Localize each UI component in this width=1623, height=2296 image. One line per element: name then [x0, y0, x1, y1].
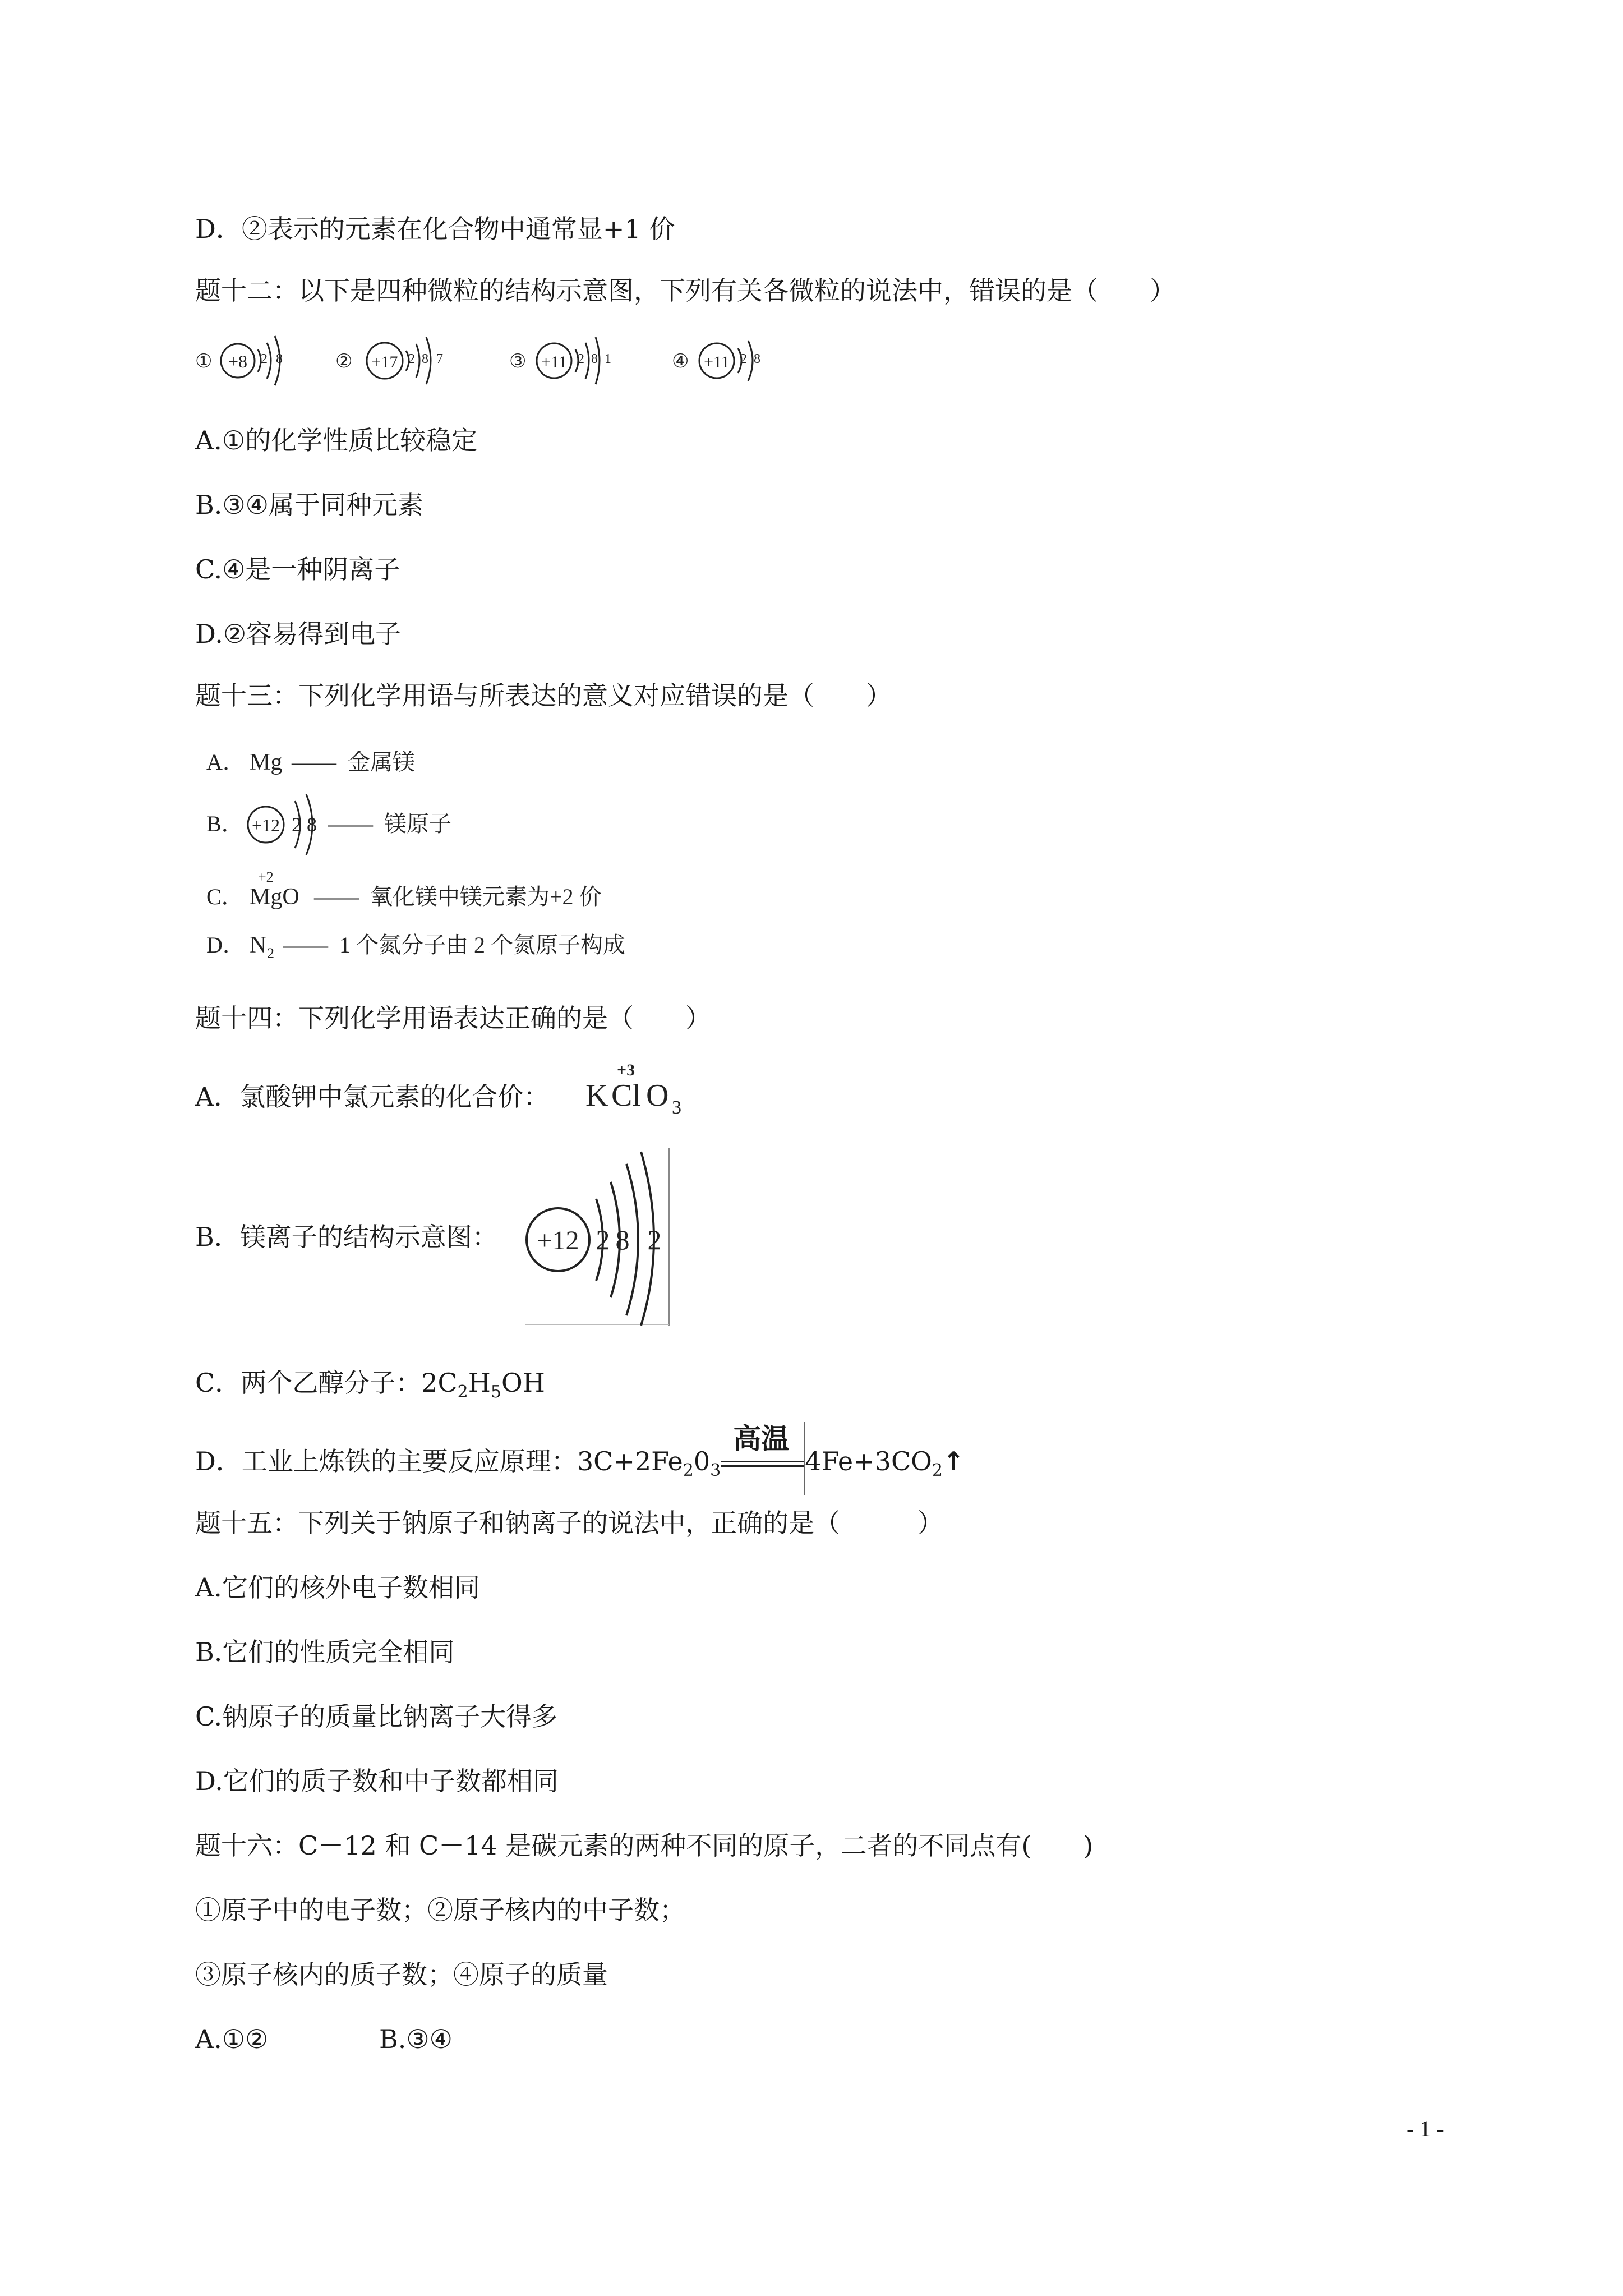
- q13-d-label: D．: [206, 932, 245, 958]
- q14-option-c: [195, 1366, 545, 1409]
- q13-b-label: B．: [206, 811, 244, 836]
- q14c-h: H: [468, 1368, 491, 1398]
- question-12: 题十二：以下是四种微粒的结构示意图，下列有关各微粒的说法中，错误的是（ ）: [195, 275, 1175, 306]
- q14d-sub-3: 2: [932, 1461, 943, 1480]
- q14-mg-ion-nucleus: +12: [537, 1226, 579, 1255]
- q14-formula-k: K: [585, 1078, 608, 1113]
- q13-a-text: 金属镁: [348, 749, 415, 775]
- q14d-equal-top: [721, 1461, 805, 1462]
- q14-option-a: A．氯酸钾中氯元素的化合价：: [195, 1082, 550, 1112]
- particle-3-shell-3: 1: [605, 352, 611, 366]
- q14d-gas-arrow: ↑: [942, 1446, 965, 1476]
- q13-c-superscript: +2: [258, 869, 274, 885]
- q15-option-c: C.钠原子的质量比钠离子大得多: [195, 1701, 558, 1732]
- q12-particle-diagrams: [195, 323, 773, 401]
- particle-3-diagram: [509, 337, 611, 384]
- q14d-zero: 0: [693, 1446, 711, 1476]
- q12-option-d: D.②容易得到电子: [195, 619, 402, 649]
- q14d-condition-arrow: [721, 1423, 805, 1478]
- particle-4-shell-1: 2: [740, 352, 747, 366]
- q14-formula-cl: Cl: [611, 1078, 641, 1113]
- question-15: 题十五：下列关于钠原子和钠离子的说法中，正确的是（ ）: [195, 1508, 943, 1538]
- question-14: 题十四：下列化学用语表达正确的是（ ）: [195, 1003, 711, 1033]
- particle-2-shell-2: 8: [422, 352, 428, 366]
- q14c-sub-2: 5: [490, 1382, 501, 1402]
- q14-option-d: [195, 1423, 965, 1488]
- q16-statements-2: ③原子核内的质子数；④原子的质量: [195, 1959, 608, 1990]
- q12-option-a: A.①的化学性质比较稳定: [195, 425, 478, 455]
- particle-3-number: ③: [509, 351, 527, 372]
- q15-option-b: B.它们的性质完全相同: [195, 1637, 455, 1667]
- q13-a-label: A．: [206, 749, 245, 775]
- question-16: 题十六：C－12 和 C－14 是碳元素的两种不同的原子，二者的不同点有( ): [195, 1830, 1094, 1861]
- particle-3-nucleus: +11: [541, 353, 567, 371]
- q13-b-shells: 2 8: [292, 813, 317, 836]
- option-d-text: D．②表示的元素在化合物中通常显+1 价: [195, 214, 675, 244]
- question-13: 题十三：下列化学用语与所表达的意义对应错误的是（ ）: [195, 680, 892, 711]
- particle-4-shell-2: 8: [754, 352, 760, 366]
- page-number: - 1 -: [1407, 2116, 1444, 2141]
- q14d-products: 4Fe+3CO: [805, 1446, 932, 1476]
- particle-1-shell-1: 2: [261, 352, 268, 366]
- particle-1-shell-2: 8: [276, 352, 283, 366]
- q13-b-text: 镁原子: [384, 811, 451, 836]
- particle-2-shell-3: 7: [436, 352, 443, 366]
- q13-d-subscript: 2: [267, 945, 274, 961]
- particle-4-nucleus: +11: [704, 353, 730, 371]
- q14-formula-o: O: [646, 1078, 669, 1113]
- q14-mg-ion-shell-1: 2: [596, 1224, 610, 1255]
- particle-2-nucleus: +17: [371, 353, 398, 371]
- q16-option-b: B.③④: [379, 2024, 453, 2054]
- q14-option-b: B．镁离子的结构示意图：: [195, 1222, 498, 1252]
- particle-2-number: ②: [335, 351, 353, 372]
- q14-kclo3-formula: [583, 1057, 695, 1125]
- q13-c-formula: MgO: [250, 884, 299, 910]
- particle-3-shell-2: 8: [591, 352, 598, 366]
- q14-cl-valence: +3: [617, 1061, 635, 1079]
- q14d-prefix: D．工业上炼铁的主要反应原理：3C+2Fe: [195, 1446, 683, 1476]
- q16-statements-1: ①原子中的电子数；②原子核内的中子数；: [195, 1895, 685, 1925]
- particle-1-nucleus: +8: [228, 351, 248, 371]
- q13-options-figure: [202, 740, 707, 970]
- q13-b-nucleus: +12: [251, 815, 280, 835]
- q14d-sub-1: 2: [683, 1461, 694, 1480]
- q14-mg-ion-shell-3: 2: [647, 1224, 662, 1255]
- q14d-divider: [804, 1422, 805, 1495]
- q14c-sub-1: 2: [457, 1382, 468, 1402]
- q13-d-text: 1 个氮分子由 2 个氮原子构成: [339, 932, 625, 958]
- q16-option-a: A.①②: [195, 2024, 269, 2054]
- q13-c-label: C．: [206, 884, 244, 909]
- q14c-oh: OH: [501, 1368, 545, 1398]
- q15-option-a: A.它们的核外电子数相同: [195, 1572, 480, 1603]
- q12-option-b: B.③④属于同种元素: [195, 490, 423, 520]
- q14d-condition: 高温: [733, 1423, 790, 1455]
- particle-1-number: ①: [195, 351, 213, 372]
- q14-mg-ion-diagram: [524, 1147, 676, 1327]
- q13-c-dash: ——: [314, 884, 359, 909]
- q15-option-d: D.它们的质子数和中子数都相同: [195, 1766, 559, 1796]
- q13-d-formula: N: [250, 932, 267, 958]
- q14d-equal-bottom: [721, 1465, 805, 1467]
- q14-formula-subscript: 3: [672, 1097, 681, 1118]
- q13-d-dash: ——: [283, 932, 328, 958]
- q14d-sub-2: 3: [710, 1461, 721, 1480]
- q13-b-dash: ——: [328, 811, 373, 836]
- q13-a-formula: Mg: [250, 749, 283, 775]
- q13-c-text: 氧化镁中镁元素为+2 价: [370, 884, 602, 909]
- particle-3-shell-1: 2: [578, 352, 584, 366]
- particle-4-number: ④: [672, 351, 689, 372]
- q14c-prefix: C．两个乙醇分子：2C: [195, 1368, 458, 1398]
- particle-4-diagram: [672, 341, 760, 381]
- q14-mg-ion-shell-2: 8: [615, 1224, 630, 1255]
- particle-2-diagram: [335, 337, 443, 384]
- q13-a-dash: ——: [292, 749, 336, 775]
- particle-1-diagram: [195, 336, 283, 385]
- q12-option-c: C.④是一种阴离子: [195, 554, 400, 585]
- particle-2-shell-1: 2: [408, 352, 415, 366]
